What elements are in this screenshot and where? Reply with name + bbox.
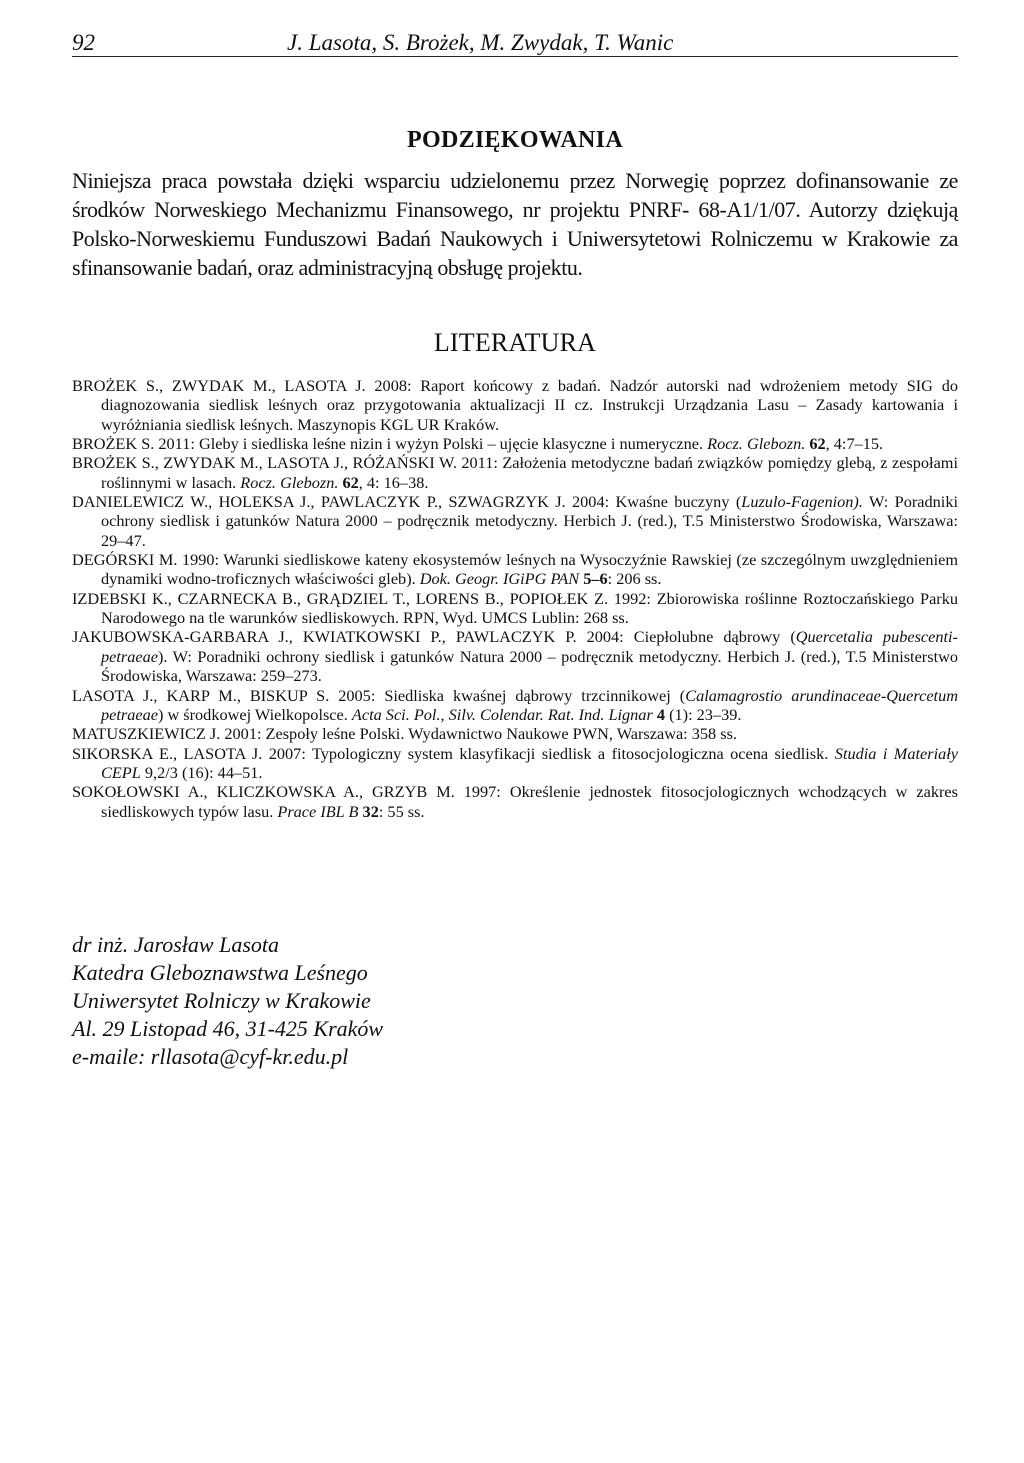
- bibliography-entry-text: Calamagrostio arundinaceae-Quercetum petraeae: [101, 685, 958, 724]
- author-address-block: [72, 931, 958, 1071]
- literature-title: LITERATURA: [433, 328, 597, 357]
- bibliography-entry-text: LASOTA J., KARP M., BISKUP S. 2005: Siedliska kwaśnej dąbrowy trzcinnikowej (: [72, 685, 686, 705]
- bibliography-entry-text: Acta Sci. Pol., Silv. Colendar. Rat. Ind. Lignar: [351, 704, 653, 724]
- author-address-line: Uniwersytet Rolniczy w Krakowie: [72, 987, 371, 1013]
- bibliography-entry-text: Quercetalia pubescenti-petraeae: [101, 627, 958, 666]
- running-title: J. Lasota, S. Brożek, M. Zwydak, T. Wanic: [287, 30, 674, 55]
- acknowledgements-paragraph: Niniejsza praca powstała dzięki wsparciu udzielonemu przez Norwegię poprzez dofinansowanie ze środków Norweskiego Mechanizmu Finansowego, nr projektu PNRF- 68-A1/1/07. Autorzy dziękują Polsko-Norweskiemu Funduszowi Badań Naukowych i Uniwersytetowi Rolniczemu w Krakowie za sfinansowanie badań, oraz administracyjną obsługę projektu.: [72, 168, 958, 280]
- bibliography-entry-text: , 4:7–15.: [825, 434, 884, 454]
- bibliography-entry-text: 4: [656, 704, 666, 724]
- bibliography-entry: [72, 434, 958, 453]
- bibliography-entry-text: 62: [809, 434, 826, 454]
- bibliography-entry-text: 62: [342, 472, 359, 492]
- bibliography-entry-text: W: Poradniki ochrony siedlisk i gatunków Natura 2000 – podręcznik metodyczny. Herbich J. (red.), T.5 Ministerstwo Środowiska, Warszawa: 29–47.: [101, 492, 958, 550]
- bibliography-entry: [72, 744, 958, 783]
- page-number: 92: [72, 30, 95, 55]
- bibliography-entry-text: 9,2/3 (16): 44–51.: [140, 762, 263, 782]
- bibliography-entry-text: IZDEBSKI K., CZARNECKA B., GRĄDZIEL T., LORENS B., POPIOŁEK Z. 1992: Zbiorowiska roślinne Roztoczańskiego Parku Narodowego na tle warunków siedliskowych. RPN, Wyd. UMCS Lublin: 268 ss.: [72, 588, 958, 628]
- author-address-line: Al. 29 Listopad 46, 31-425 Kraków: [72, 1015, 384, 1041]
- bibliography-entry: [72, 686, 958, 725]
- bibliography-entry-text: : 55 ss.: [378, 801, 425, 821]
- bibliography-entry: [72, 376, 958, 434]
- bibliography-list: [72, 376, 958, 821]
- running-header: [72, 22, 958, 57]
- bibliography-entry-text: Studia i Materiały CEPL: [101, 743, 958, 782]
- bibliography-entry-text: BROŻEK S. 2011: Gleby i siedliska leśne nizin i wyżyn Polski – ujęcie klasyczne i numeryczne.: [72, 434, 708, 454]
- bibliography-entry-text: DEGÓRSKI M. 1990: Warunki siedliskowe kateny ekosystemów leśnych na Wysoczyźnie Rawskiej (ze szczególnym uwzględnieniem dynamiki wodno-troficznych właściwości gleb).: [72, 550, 958, 589]
- bibliography-entry: [72, 453, 958, 492]
- bibliography-entry-text: : 206 ss.: [607, 569, 662, 589]
- bibliography-entry-text: , 4: 16–38.: [358, 472, 429, 492]
- bibliography-entry-text: Prace IBL B: [277, 801, 359, 821]
- bibliography-entry-text: DANIELEWICZ W., HOLEKSA J., PAWLACZYK P., SZWAGRZYK J. 2004: Kwaśne buczyny (: [72, 492, 742, 512]
- bibliography-entry: [72, 589, 958, 628]
- bibliography-entry: [72, 627, 958, 685]
- bibliography-entry: [72, 550, 958, 589]
- bibliography-entry-text: 32: [362, 801, 379, 821]
- bibliography-entry-text: ) w środkowej Wielkopolsce.: [157, 704, 352, 724]
- bibliography-entry: [72, 782, 958, 821]
- bibliography-entry-text: BROŻEK S., ZWYDAK M., LASOTA J. 2008: Raport końcowy z badań. Nadzór autorski nad wdrożeniem metody SIG do diagnozowania siedlisk leśnych oraz przygotowania aktualizacji II cz. Instrukcji Urządzania Lasu – Zasady kartowania i wyróżniania siedlisk leśnych. Maszynopis KGL UR Kraków.: [72, 376, 958, 434]
- author-address-line: dr inż. Jarosław Lasota: [72, 931, 280, 957]
- bibliography-entry-text: SIKORSKA E., LASOTA J. 2007: Typologiczny system klasyfikacji siedlisk a fitosocjologiczna ocena siedlisk.: [72, 743, 835, 763]
- page: [72, 22, 958, 1071]
- bibliography-entry-text: SOKOŁOWSKI A., KLICZKOWSKA A., GRZYB M. 1997: Określenie jednostek fitosocjologicznych wchodzących w zakres siedliskowych typów lasu.: [72, 782, 958, 821]
- bibliography-entry-text: JAKUBOWSKA-GARBARA J., KWIATKOWSKI P., PAWLACZYK P. 2004: Ciepłolubne dąbrowy (: [72, 627, 796, 647]
- author-email: e-maile: rllasota@cyf-kr.edu.pl: [72, 1043, 349, 1069]
- bibliography-entry-text: ). W: Poradniki ochrony siedlisk i gatunków Natura 2000 – podręcznik metodyczny. Herbich J. (red.), T.5 Ministerstwo Środowiska, Warszawa: 259–273.: [101, 646, 958, 686]
- bibliography-entry: [72, 492, 958, 550]
- bibliography-entry-text: Rocz. Glebozn.: [240, 472, 339, 492]
- bibliography-entry-text: BROŻEK S., ZWYDAK M., LASOTA J., RÓŻAŃSKI W. 2011: Założenia metodyczne badań związków pomiędzy glebą, z zespołami roślinnymi w lasach.: [72, 453, 958, 492]
- bibliography-entry-text: Dok. Geogr. IGiPG PAN: [419, 569, 580, 589]
- bibliography-entry-text: 5–6: [583, 569, 608, 589]
- bibliography-entry-text: Rocz. Glebozn.: [707, 434, 806, 454]
- bibliography-entry: [72, 724, 958, 743]
- author-address-line: Katedra Gleboznawstwa Leśnego: [72, 959, 368, 985]
- acknowledgements-title: PODZIĘKOWANIA: [407, 127, 623, 153]
- bibliography-entry-text: MATUSZKIEWICZ J. 2001: Zespoły leśne Polski. Wydawnictwo Naukowe PWN, Warszawa: 358 ss.: [72, 724, 738, 744]
- bibliography-entry-text: Luzulo-Fagenion).: [741, 492, 863, 512]
- bibliography-entry-text: (1): 23–39.: [665, 704, 742, 724]
